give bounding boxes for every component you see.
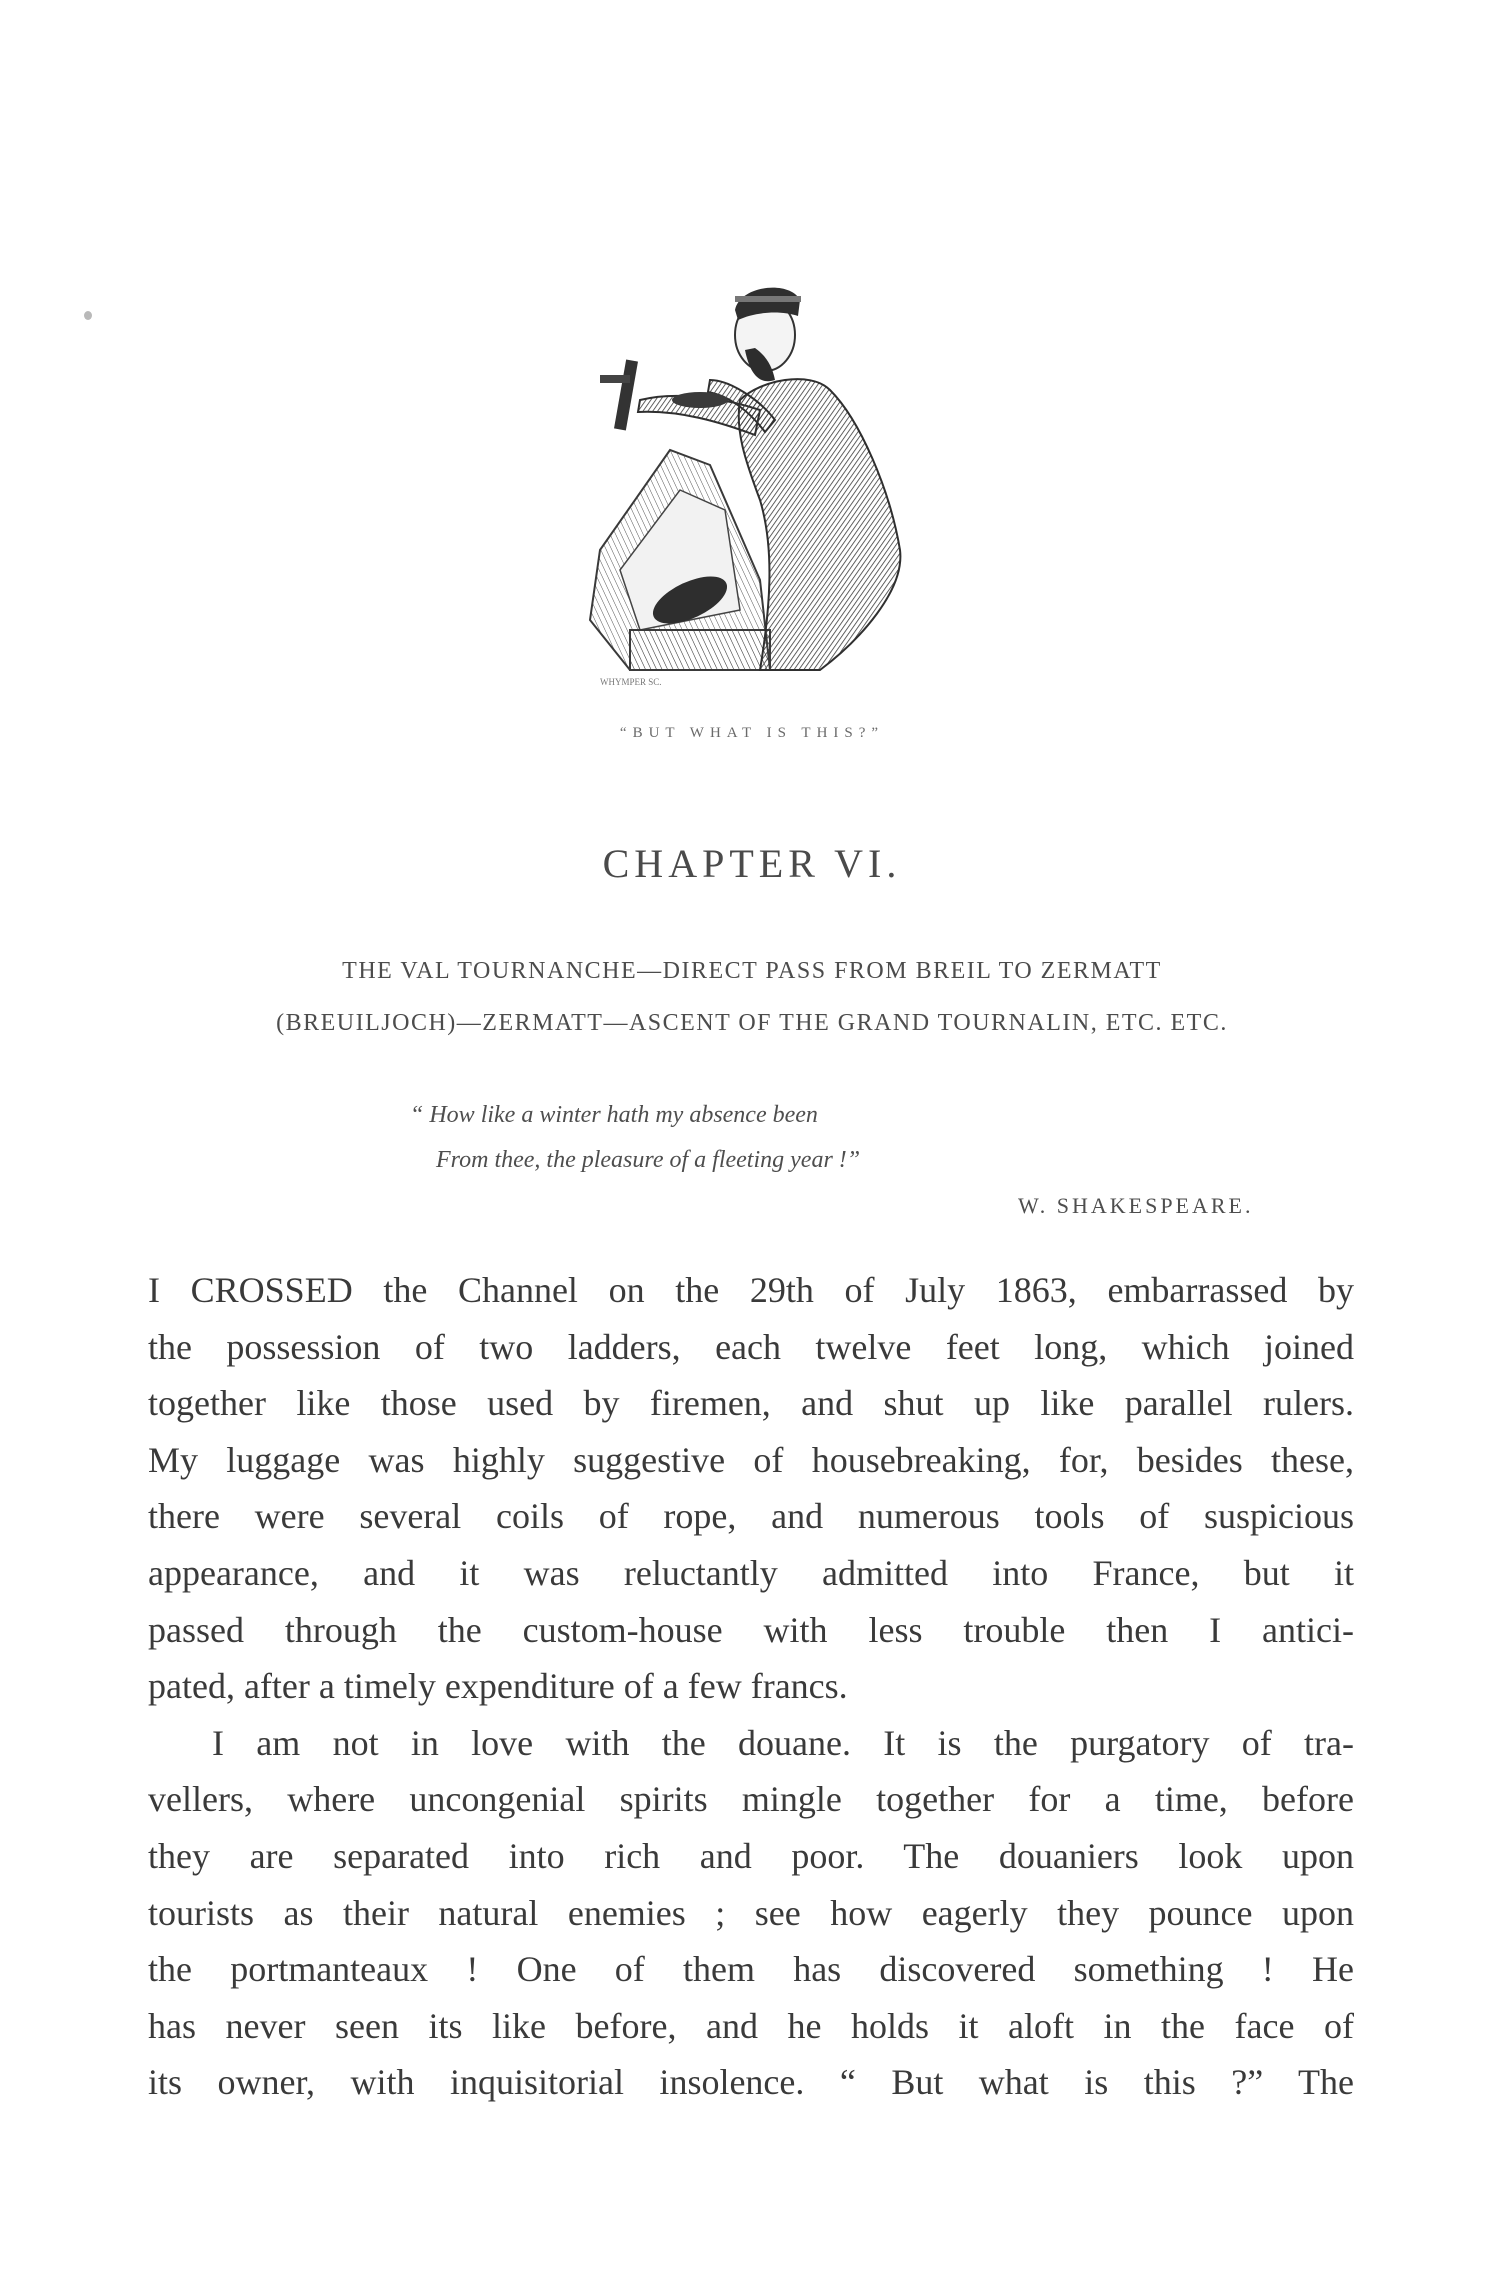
body-line: the possession of two ladders, each twelve feet long, which joined: [148, 1326, 1354, 1367]
body-line: together like those used by firemen, and shut up like parallel rulers.: [148, 1383, 1354, 1424]
svg-text:WHYMPER SC.: WHYMPER SC.: [600, 677, 662, 687]
body-line: pated, after a timely expenditure of a few francs.: [148, 1666, 848, 1707]
epigraph-line: From thee, the pleasure of a fleeting year !”: [436, 1147, 861, 1173]
body-line: My luggage was highly suggestive of housebreaking, for, besides these,: [148, 1439, 1354, 1480]
body-line: appearance, and it was reluctantly admitted into France, but it: [148, 1552, 1354, 1593]
body-line: tourists as their natural enemies ; see how eagerly they pounce upon: [148, 1892, 1354, 1933]
body-line: they are separated into rich and poor. The douaniers look upon: [148, 1835, 1354, 1876]
chapter-summary-line: (BREUILJOCH)—ZERMATT—ASCENT OF THE GRAND TOURNALIN, ETC. ETC.: [276, 1010, 1228, 1036]
body-line: passed through the custom-house with less trouble then I antici-: [148, 1609, 1354, 1650]
paper-speck: [84, 311, 92, 320]
open-trunk: [590, 450, 770, 670]
epigraph-line: “ How like a winter hath my absence been: [410, 1102, 818, 1128]
body-text: [148, 1262, 1354, 2111]
illustration-caption: “BUT WHAT IS THIS?”: [619, 725, 885, 741]
chapter-summary-line: THE VAL TOURNANCHE—DIRECT PASS FROM BREIL TO ZERMATT: [342, 958, 1162, 984]
epigraph: [410, 1093, 1310, 1218]
body-line: I am not in love with the douane. It is the purgatory of tra-: [212, 1722, 1354, 1763]
body-line: I CROSSED the Channel on the 29th of July 1863, embarrassed by: [148, 1270, 1354, 1310]
chapter-summary: [150, 945, 1354, 1049]
chapter-title: CHAPTER VI.: [602, 841, 902, 886]
body-line: the portmanteaux ! One of them has discovered something ! He: [148, 1949, 1354, 1990]
body-line: vellers, where uncongenial spirits mingle together for a time, before: [148, 1779, 1354, 1820]
body-line: its owner, with inquisitorial insolence. “ But what is this ?” The: [148, 2062, 1354, 2103]
body-line: there were several coils of rope, and numerous tools of suspicious: [148, 1496, 1354, 1537]
body-line: has never seen its like before, and he holds it aloft in the face of: [148, 2005, 1354, 2046]
epigraph-author: W. SHAKESPEARE.: [1018, 1193, 1254, 1218]
engraving-illustration: [560, 250, 980, 690]
